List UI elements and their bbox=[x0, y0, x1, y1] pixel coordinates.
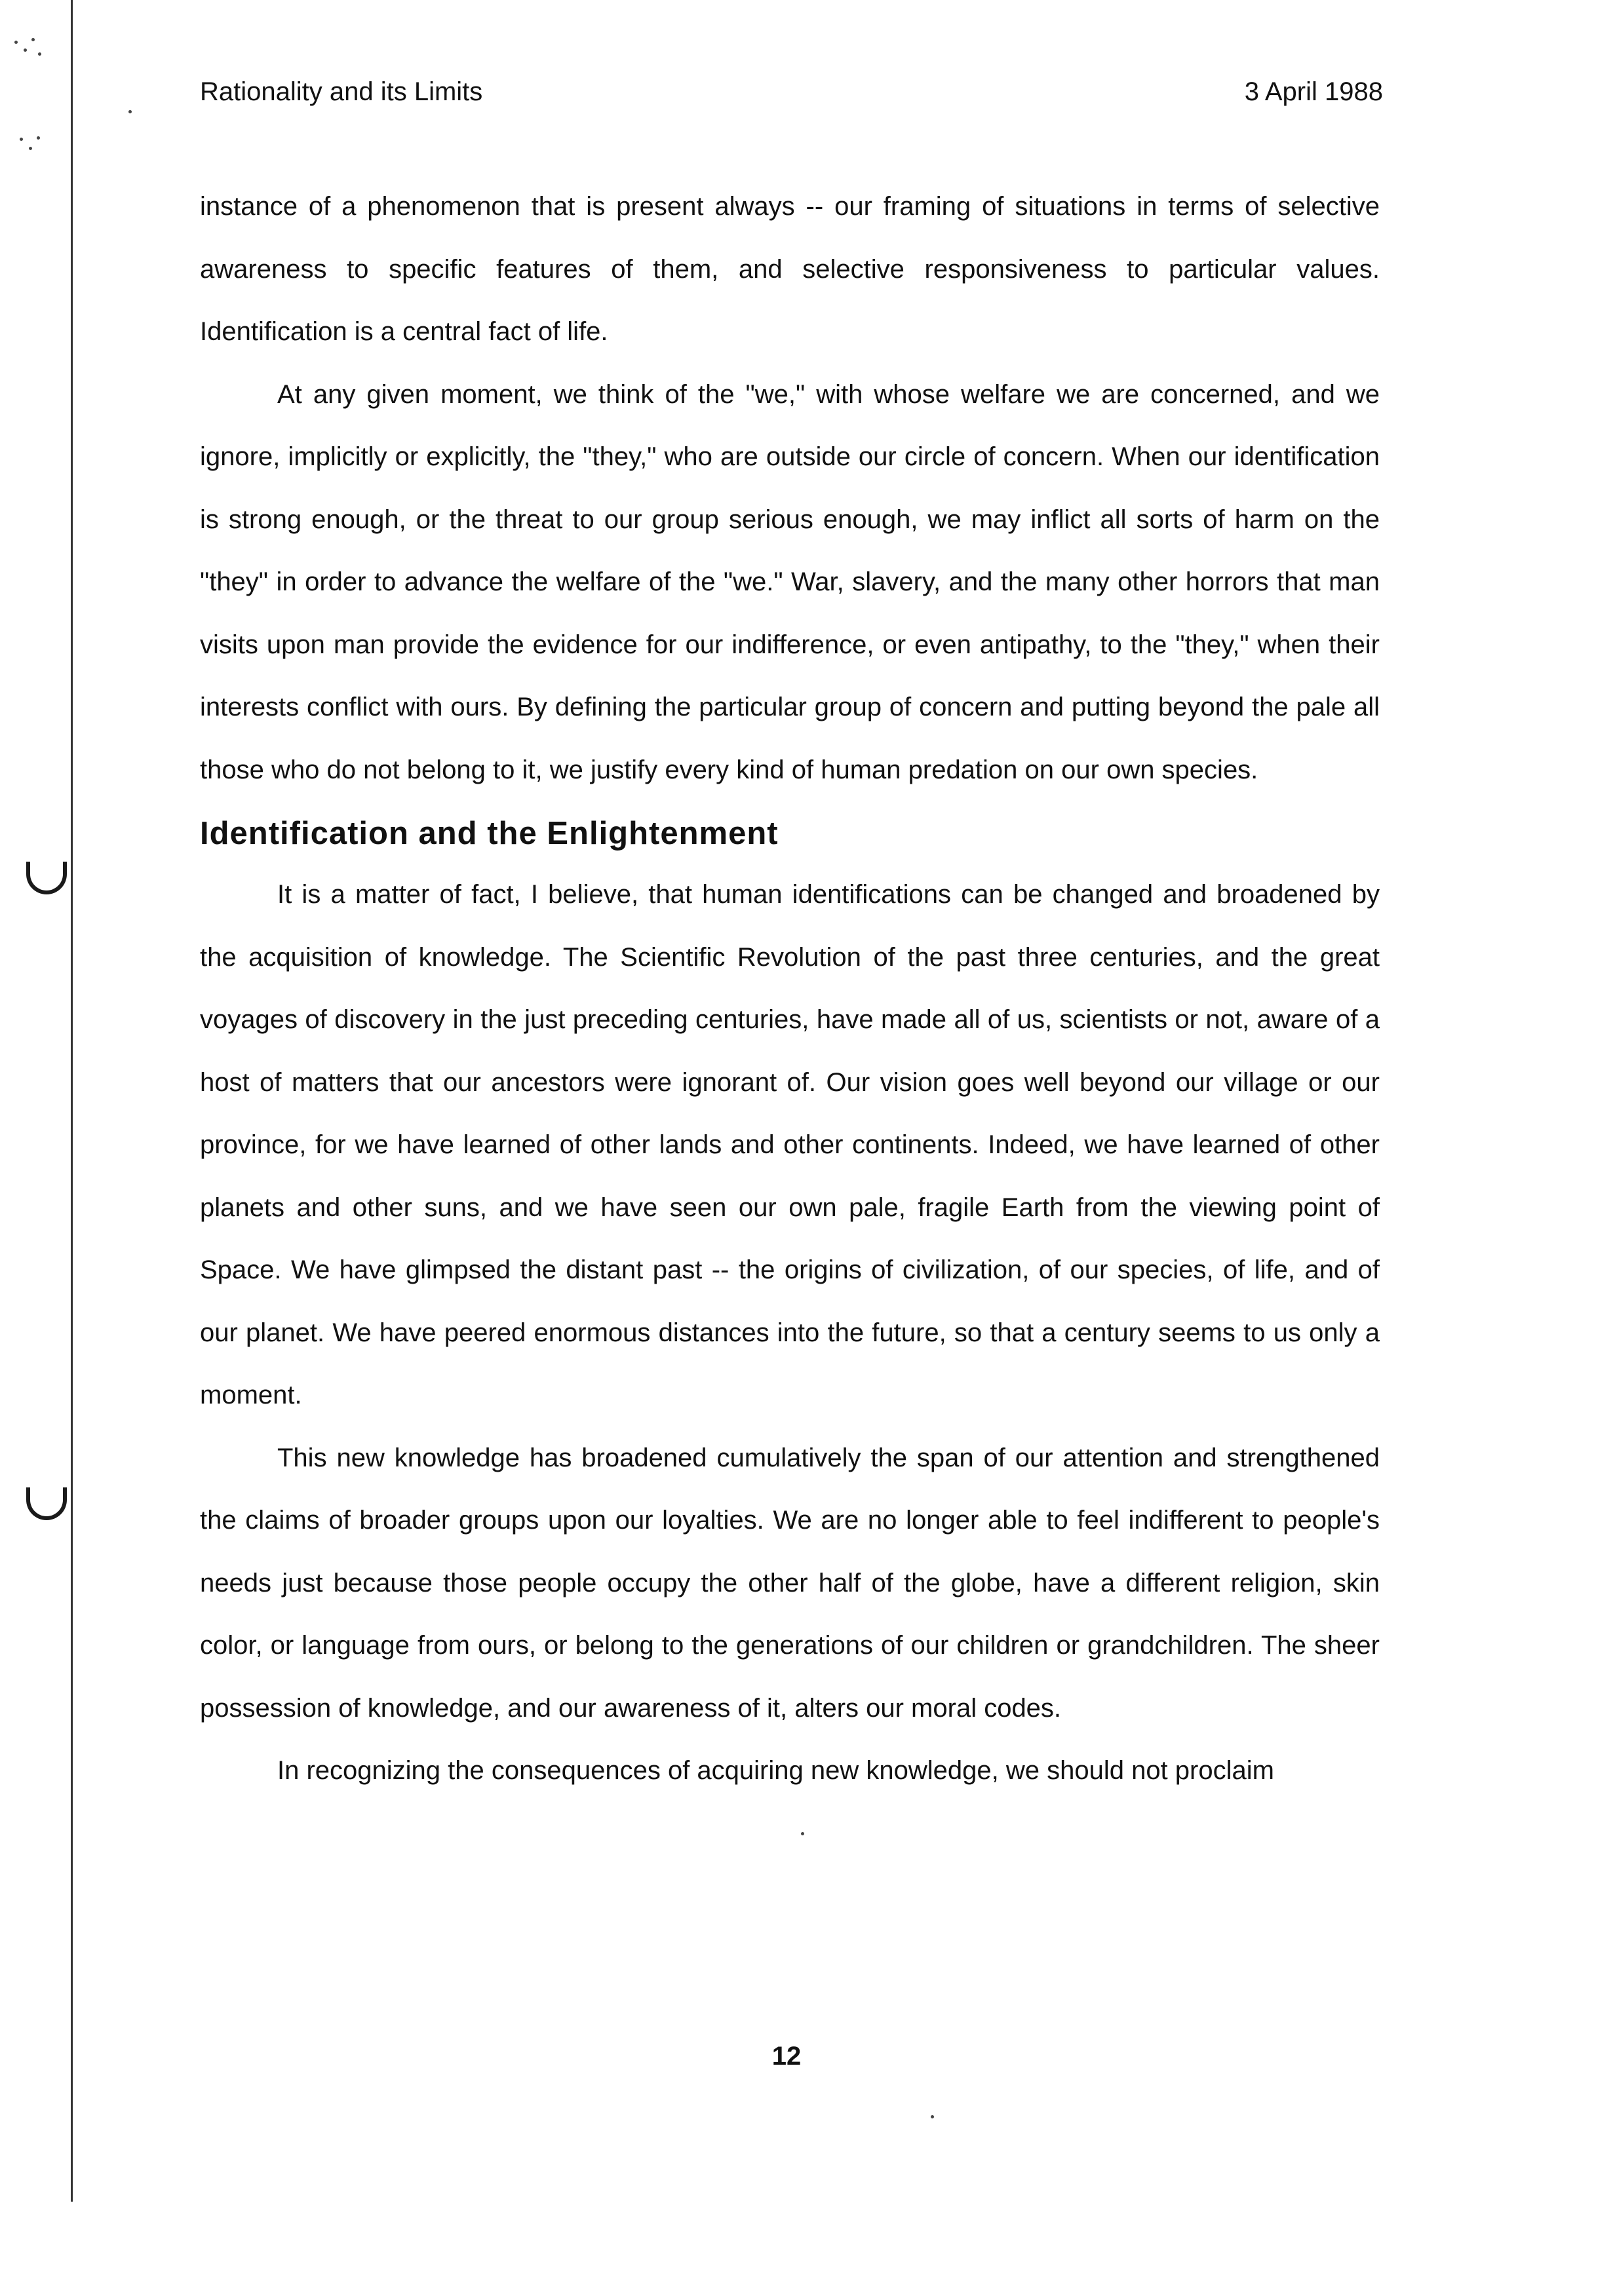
paragraph: This new knowledge has broadened cumulatively the span of our attention and strengthened the claims of broader groups upon our loyalties. We are no longer able to feel indifferent to people's needs just because those people occupy the other half of the globe, have a different religion, skin color, or language from ours, or belong to the generations of our children or grandchildren. The sheer possession of knowledge, and our awareness of it, alters our moral codes. bbox=[200, 1443, 1380, 1723]
body-text bbox=[200, 176, 1380, 1803]
paragraph-continues: In recognizing the consequences of acquiring new knowledge, we should not proclaim bbox=[277, 1756, 1274, 1785]
scan-speck bbox=[128, 110, 132, 113]
section-heading: Identification and the Enlightenment bbox=[200, 816, 779, 851]
document-title: Rationality and its Limits bbox=[200, 77, 483, 106]
scan-speck bbox=[38, 52, 41, 56]
scan-speck bbox=[37, 136, 40, 140]
scan-speck bbox=[20, 138, 23, 141]
scan-speck bbox=[24, 48, 27, 52]
running-header bbox=[200, 77, 1383, 117]
scan-speck bbox=[931, 2115, 934, 2118]
scan-speck bbox=[801, 1832, 804, 1835]
page-number: 12 bbox=[771, 2042, 802, 2071]
punch-hole-mark-upper bbox=[26, 862, 67, 894]
document-date: 3 April 1988 bbox=[1244, 77, 1383, 106]
scan-speck bbox=[31, 38, 35, 41]
scan-speck bbox=[29, 147, 32, 150]
paragraph: At any given moment, we think of the "we," with whose welfare we are concerned, and we ignore, implicitly or explicitly, the "they," who are outside our circle of concern. When our identification is strong enough, or the threat to our group serious enough, we may inflict all sorts of harm on the "they" in order to advance the welfare of the "we." War, slavery, and the many other horrors that man visits upon man provide the evidence for our indifference, or even antipathy, to the "they," when their interests conflict with ours. By defining the particular group of concern and putting beyond the pale all those who do not belong to it, we justify every kind of human predation on our own species. bbox=[200, 379, 1380, 784]
paragraph-continued: instance of a phenomenon that is present always -- our framing of situations in terms of selective awareness to specific features of them, and selective responsiveness to particular values. Identification is a central fact of life. bbox=[200, 192, 1380, 346]
punch-hole-mark-lower bbox=[26, 1487, 67, 1520]
paragraph: It is a matter of fact, I believe, that human identifications can be changed and broadened by the acquisition of knowledge. The Scientific Revolution of the past three centuries, and the great voyages of discovery in the just preceding centuries, have made all of us, scientists or not, aware of a host of matters that our ancestors were ignorant of. Our vision goes well beyond our village or our province, for we have learned of other lands and other continents. Indeed, we have learned of other planets and other suns, and we have seen our own pale, fragile Earth from the viewing point of Space. We have glimpsed the distant past -- the origins of civilization, of our species, of life, and of our planet. We have peered enormous distances into the future, so that a century seems to us only a moment. bbox=[200, 880, 1380, 1409]
binding-edge-line bbox=[71, 0, 73, 2202]
scan-speck bbox=[14, 41, 18, 44]
